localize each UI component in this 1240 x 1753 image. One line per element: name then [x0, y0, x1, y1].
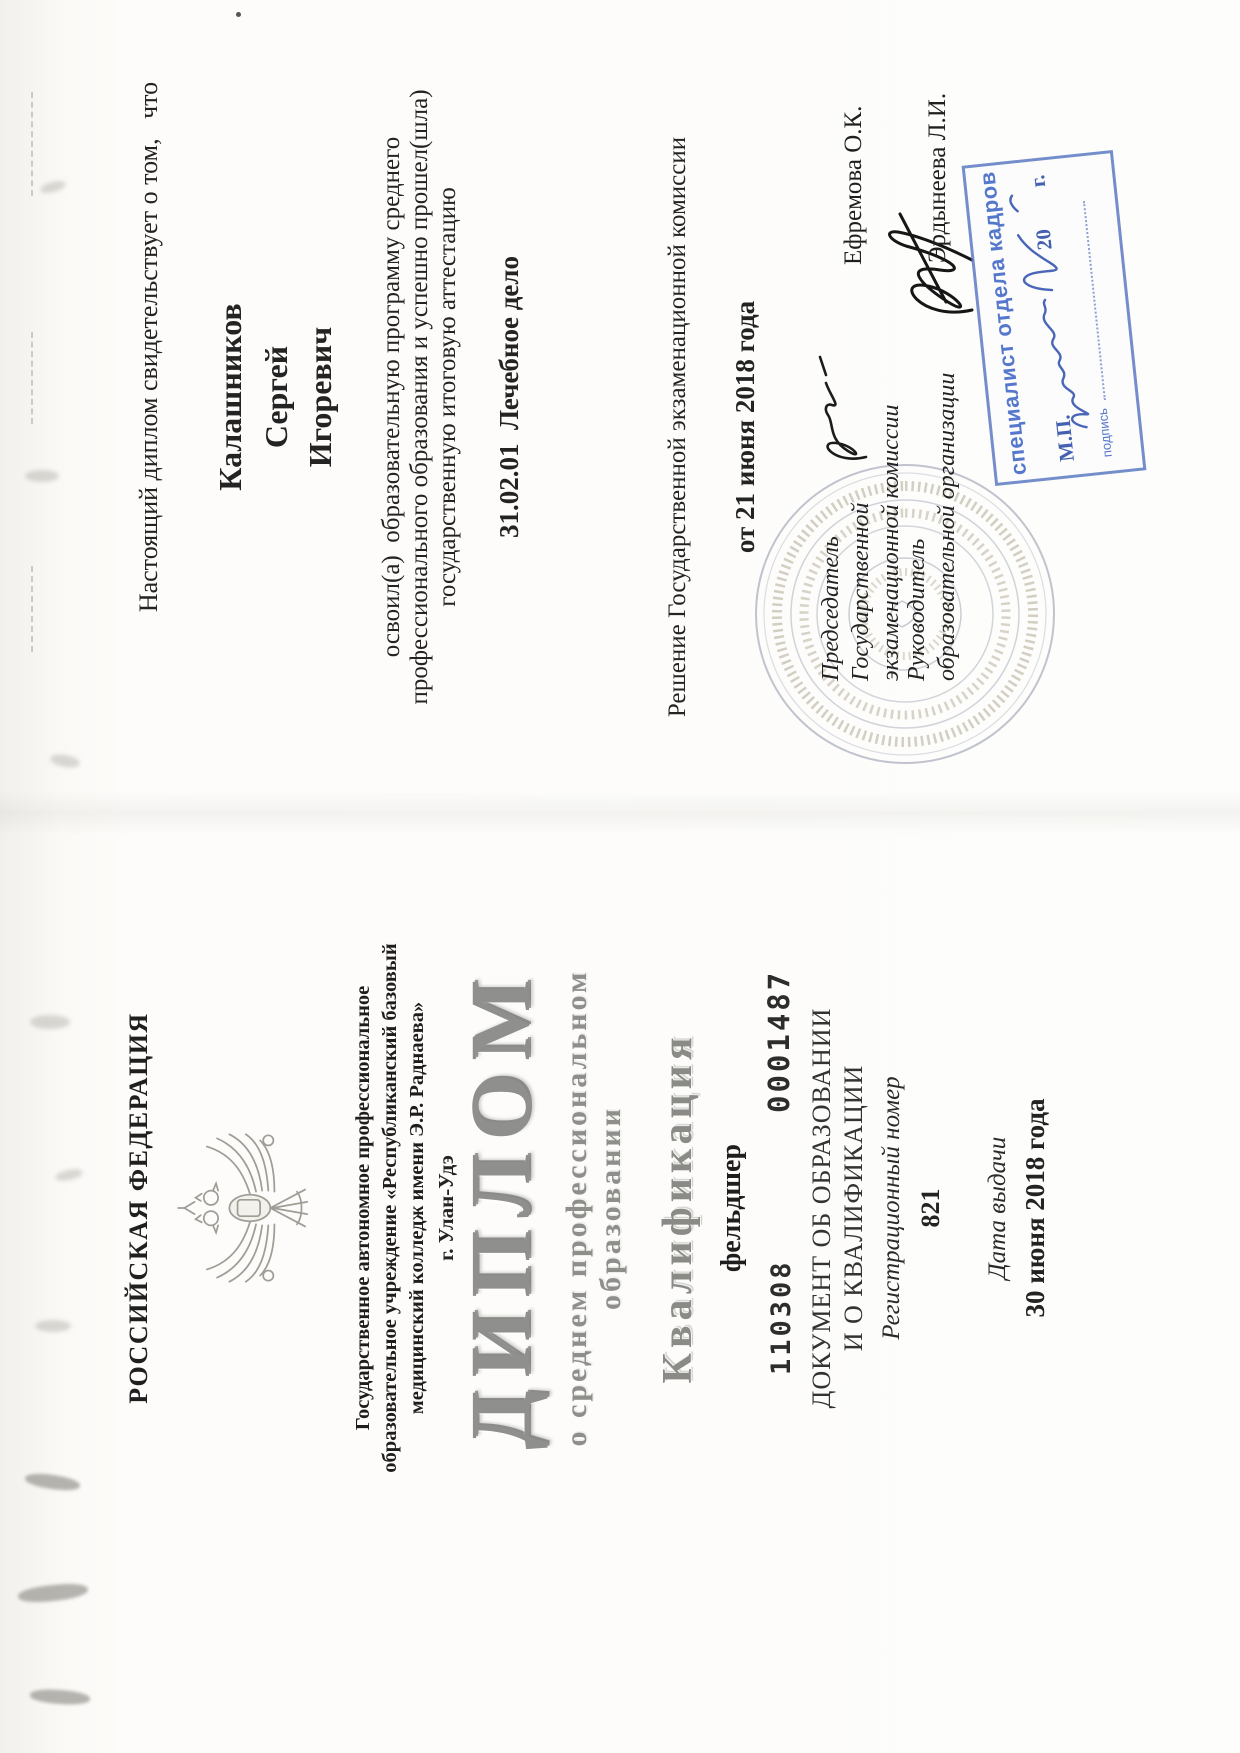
- qualification-value: фельдшер: [716, 1143, 747, 1273]
- head-name: Эрдынеева Л.И.: [924, 92, 951, 263]
- issue-date-value: 30 июня 2018 года: [1020, 1098, 1050, 1318]
- registration-number-value: 821: [916, 1188, 945, 1228]
- holder-first-name: Сергей: [258, 345, 294, 449]
- chairman-role-line2: экзаменационной комиссии: [878, 404, 904, 681]
- qualification-heading: Квалификация: [655, 1032, 701, 1384]
- diploma-title: ДИПЛОМ: [452, 966, 548, 1450]
- hr-department-stamp: [962, 150, 1147, 486]
- institution-name-line2: образовательное учреждение «Республиканский базовый: [379, 943, 401, 1473]
- diploma-subtitle-line1: о среднем профессиональном: [560, 969, 593, 1447]
- institution-city: г. Улан-Удэ: [434, 1155, 458, 1261]
- serial-number-series: 110308: [766, 1259, 797, 1375]
- issue-date-label: Дата выдачи: [984, 1136, 1011, 1280]
- hr-stamp-mp-label: М.П.: [1050, 413, 1079, 463]
- head-role-line2: образовательной организации: [934, 372, 960, 681]
- chairman-signature: [804, 325, 892, 475]
- registration-number-label: Регистрационный номер: [878, 1076, 905, 1340]
- hr-stamp-year: 20 г.: [1025, 173, 1057, 252]
- serial-number: 0001487: [762, 969, 796, 1113]
- diploma-title-page: [0, 877, 1240, 1753]
- country-heading: РОССИЙСКАЯ ФЕДЕРАЦИЯ: [124, 1012, 153, 1404]
- program-statement-line3: государственную итоговую аттестацию: [434, 187, 461, 607]
- coat-of-arms-russia-icon: [170, 1125, 342, 1291]
- specialty-code-and-name: 31.02.01 Лечебное дело: [494, 255, 524, 539]
- holder-patronymic: Игоревич: [302, 326, 338, 468]
- head-role-line1: Руководитель: [904, 538, 930, 681]
- commission-decision: Решение Государственной экзаменационной комиссии: [664, 136, 691, 718]
- diploma-subtitle-line2: образовании: [594, 1106, 627, 1310]
- program-statement-line1: освоил(а) образовательную программу среднего: [378, 136, 405, 658]
- certify-statement: Настоящий диплом свидетельствует о том, что: [134, 81, 163, 613]
- commission-decision-date: от 21 июня 2018 года: [730, 300, 760, 554]
- institution-name-line3: медицинский колледж имени Э.Р. Раднаева»: [406, 1001, 428, 1415]
- holder-surname: Калашников: [212, 303, 248, 491]
- hr-stamp-signature-label: подпись: [1094, 407, 1115, 458]
- institution-name-line1: Государственное автономное профессиональное: [352, 985, 374, 1431]
- chairman-role-line1: Председатель Государственной: [818, 502, 874, 681]
- document-type-line2: И О КВАЛИФИКАЦИИ: [839, 1064, 868, 1352]
- chairman-name: Ефремова О.К.: [840, 105, 867, 265]
- hr-stamp-title: специалист отдела кадров: [974, 170, 1032, 477]
- document-type-line1: ДОКУМЕНТ ОБ ОБРАЗОВАНИИ: [807, 1007, 836, 1409]
- round-seal-stamp-icon: [752, 461, 1058, 767]
- program-statement-line2: профессионального образования и успешно прошел(шла): [406, 89, 433, 705]
